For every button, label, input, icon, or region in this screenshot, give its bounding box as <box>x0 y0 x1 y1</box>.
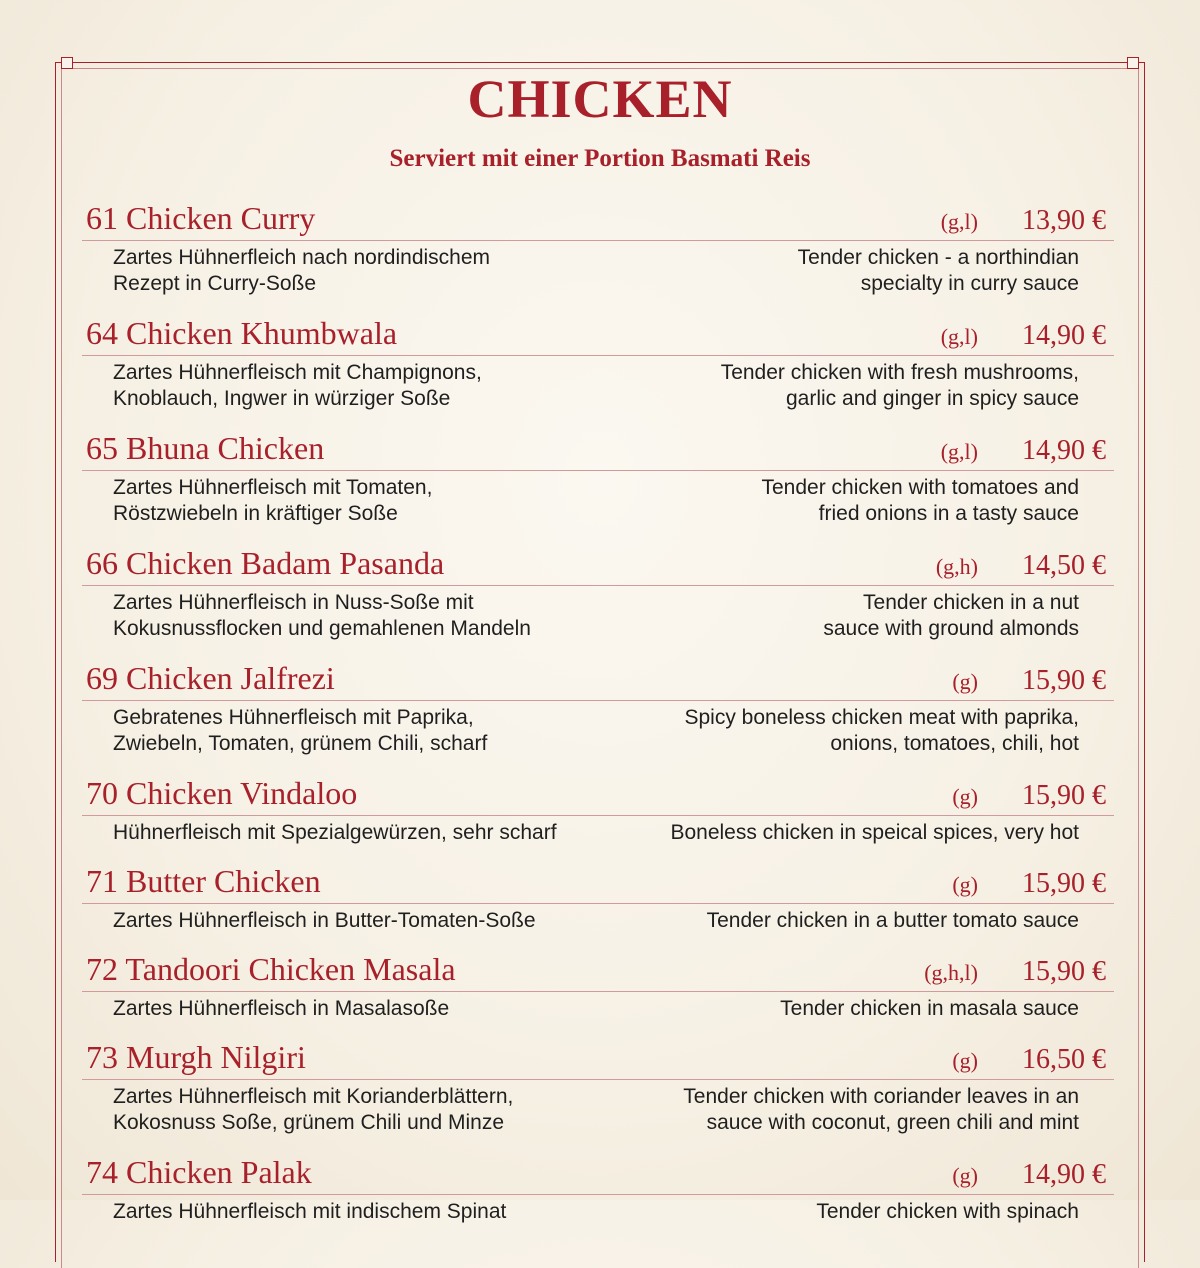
menu-item-allergens: (g) <box>952 669 978 694</box>
menu-item <box>82 656 1114 771</box>
menu-item-description-en: Tender chicken with fresh mushrooms, garlic and ginger in spicy sauce <box>720 361 1079 410</box>
menu-item-name: 69 Chicken Jalfrezi <box>86 660 335 696</box>
menu-item-allergens: (g) <box>952 1163 978 1188</box>
menu-item-allergens: (g,l) <box>940 439 978 464</box>
menu-item-header <box>82 859 1114 904</box>
menu-item <box>82 426 1114 541</box>
page-subtitle: Serviert mit einer Portion Basmati Reis <box>389 145 811 172</box>
menu-item <box>82 947 1114 1035</box>
menu-item-description-en: Tender chicken in a nut sauce with ground almonds <box>823 591 1079 640</box>
menu-item-description-de: Zartes Hühnerfleisch in Butter-Tomaten-Soße <box>113 909 536 932</box>
menu-item-header <box>82 771 1114 816</box>
menu-item-description-de: Zartes Hühnerfleich nach nordindischem Rezept in Curry-Soße <box>113 246 491 295</box>
menu-item-name: 65 Bhuna Chicken <box>86 430 325 466</box>
menu-item-allergens: (g) <box>952 872 978 897</box>
menu-item <box>82 1150 1114 1265</box>
menu-item-description <box>82 1195 1114 1265</box>
menu-item-header <box>82 1035 1114 1080</box>
menu-item-price: 15,90 € <box>1022 780 1106 811</box>
menu-item-name: 61 Chicken Curry <box>86 200 316 236</box>
menu-item-header <box>82 1150 1114 1195</box>
menu-item-description <box>82 586 1114 656</box>
menu-item-description <box>82 904 1114 947</box>
menu-item-allergens: (g,l) <box>940 209 978 234</box>
menu-item-price: 15,90 € <box>1022 956 1106 987</box>
menu-item-price: 14,90 € <box>1022 1159 1106 1190</box>
menu-item-name: 74 Chicken Palak <box>86 1154 312 1190</box>
menu-item-description <box>82 356 1114 426</box>
menu-item-header <box>82 311 1114 356</box>
menu-item-name: 73 Murgh Nilgiri <box>86 1039 306 1075</box>
menu-item-allergens: (g,h,l) <box>924 960 978 985</box>
menu-item-header <box>82 196 1114 241</box>
menu-item-price: 13,90 € <box>1022 205 1106 236</box>
menu-item-header <box>82 426 1114 471</box>
menu-item-description-de: Zartes Hühnerfleisch mit Champignons, Knoblauch, Ingwer in würziger Soße <box>113 361 482 410</box>
menu-item-header <box>82 541 1114 586</box>
menu-item-name: 66 Chicken Badam Pasanda <box>86 545 445 581</box>
menu-item-description-en: Boneless chicken in speical spices, very hot <box>670 821 1079 844</box>
menu-item-price: 16,50 € <box>1022 1044 1106 1075</box>
menu-item-description <box>82 1080 1114 1150</box>
menu-item-description <box>82 241 1114 311</box>
menu-item-price: 15,90 € <box>1022 868 1106 899</box>
menu-item-description <box>82 992 1114 1035</box>
menu-item <box>82 1035 1114 1150</box>
menu-item-allergens: (g) <box>952 1048 978 1073</box>
menu-item-description-de: Zartes Hühnerfleisch mit Tomaten, Röstzwiebeln in kräftiger Soße <box>113 476 433 525</box>
menu-item-description-de: Hühnerfleisch mit Spezialgewürzen, sehr scharf <box>113 821 557 844</box>
page-title: CHICKEN <box>467 69 733 129</box>
menu-item-allergens: (g) <box>952 784 978 809</box>
menu-item-description-en: Tender chicken in masala sauce <box>780 997 1079 1020</box>
menu-item-allergens: (g,l) <box>940 324 978 349</box>
menu-item-name: 70 Chicken Vindaloo <box>86 775 358 811</box>
menu-item-description-de: Zartes Hühnerfleisch in Nuss-Soße mit Kokusnussflocken und gemahlenen Mandeln <box>113 591 531 640</box>
menu-item-description-de: Gebratenes Hühnerfleisch mit Paprika, Zwiebeln, Tomaten, grünem Chili, scharf <box>113 706 488 755</box>
menu-item-price: 15,90 € <box>1022 665 1106 696</box>
menu-item <box>82 196 1114 311</box>
menu-item-price: 14,90 € <box>1022 435 1106 466</box>
menu-item-price: 14,90 € <box>1022 320 1106 351</box>
menu-item-description <box>82 701 1114 771</box>
menu-item-name: 64 Chicken Khumbwala <box>86 315 398 351</box>
menu-item-description-en: Tender chicken in a butter tomato sauce <box>706 909 1079 932</box>
menu-item-description-de: Zartes Hühnerfleisch in Masalasoße <box>113 997 450 1020</box>
menu-item <box>82 771 1114 859</box>
menu-item-description-de: Zartes Hühnerfleisch mit indischem Spinat <box>113 1200 507 1223</box>
menu-item-name: 72 Tandoori Chicken Masala <box>86 951 456 987</box>
menu-item-price: 14,50 € <box>1022 550 1106 581</box>
menu-item-description-en: Tender chicken with coriander leaves in an sauce with coconut, green chili and mint <box>683 1085 1079 1134</box>
menu-item-description-de: Zartes Hühnerfleisch mit Korianderblättern, Kokosnuss Soße, grünem Chili und Minze <box>113 1085 514 1134</box>
menu-item-description-en: Spicy boneless chicken meat with paprika, onions, tomatoes, chili, hot <box>684 706 1079 755</box>
menu-item-name: 71 Butter Chicken <box>86 863 321 899</box>
menu-item-description-en: Tender chicken with spinach <box>816 1200 1079 1223</box>
menu-list <box>82 196 1114 1265</box>
menu-item-description <box>82 816 1114 859</box>
menu-item-header <box>82 656 1114 701</box>
menu-item-description-en: Tender chicken with tomatoes and fried onions in a tasty sauce <box>761 476 1079 525</box>
menu-item-header <box>82 947 1114 992</box>
menu-item <box>82 311 1114 426</box>
menu-item-allergens: (g,h) <box>935 554 978 579</box>
menu-item-description <box>82 471 1114 541</box>
menu-item <box>82 859 1114 947</box>
menu-item <box>82 541 1114 656</box>
menu-item-description-en: Tender chicken - a northindian specialty in curry sauce <box>797 246 1079 295</box>
